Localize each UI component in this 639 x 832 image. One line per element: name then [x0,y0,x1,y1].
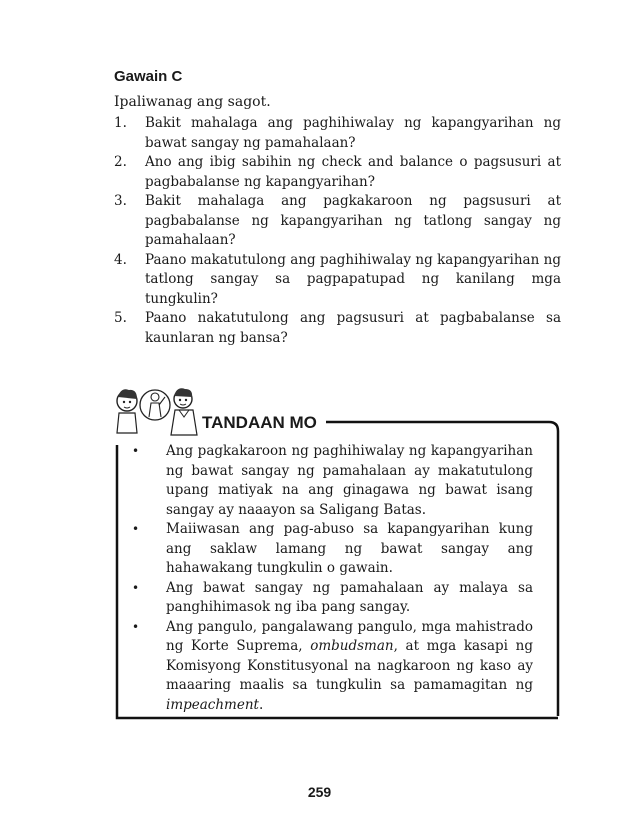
bullet-item [130,618,533,716]
activity-heading: Gawain C [114,68,183,85]
bullet-item [130,442,533,520]
bullet-text: Maiiwasan ang pag-abuso sa kapangyarihan kung ang saklaw lamang ng bawat sangay ang hahawakang tungkulin o gawain. [166,521,533,576]
question-text: Paano makatutulong ang paghihiwalay ng kapangyarihan ng tatlong sangay sa pagpapatupad ng kanilang mga tungkulin? [145,251,561,307]
remember-bullet-list [130,442,533,715]
activity-instruction: Ipaliwanag ang sagot. [114,94,271,110]
bullet-text-part: , at mga kasapi ng Komisyong Konstitusyonal na nagkaroon ng kaso ay maaaring maalis sa tungkulin sa pamamagitan ng [166,638,533,693]
question-list [114,114,561,348]
bullet-text-part: . [258,696,264,713]
bullet-item [130,520,533,579]
ombudsman-term: ombudsman [310,638,394,654]
question-number: 5. [114,310,127,326]
bullet-icon: • [132,619,140,634]
bullet-text [166,619,533,713]
question-item [114,251,561,310]
question-text: Bakit mahalaga ang paghihiwalay ng kapangyarihan ng bawat sangay ng pamahalaan? [145,115,561,151]
question-text: Bakit mahalaga ang pagkakaroon ng pagsusuri at pagbabalanse ng kapangyarihan ng tatlong sangay ng pamahalaan? [145,193,561,248]
question-number: 4. [114,251,127,268]
bullet-icon: • [132,444,140,458]
children-illustration-icon [113,383,203,439]
question-number: 3. [114,193,127,209]
question-text: Paano nakatutulong ang pagsusuri at pagbabalanse sa kaunlaran ng bansa? [145,310,561,346]
question-item [114,114,561,153]
question-number: 2. [114,154,127,170]
remember-box [113,383,561,720]
question-text: Ano ang ibig sabihin ng check and balance o pagsusuri at pagbabalanse ng kapangyarihan? [145,154,561,190]
page-number: 259 [307,784,332,800]
bullet-text: Ang pagkakaroon ng paghihiwalay ng kapangyarihan ng bawat sangay ng pamahalaan ay makatutulong upang matiyak na ang ginagawa ng bawat isang sangay ay naaayon sa Saligang Batas. [166,443,533,518]
question-item [114,153,561,192]
bullet-text: Ang bawat sangay ng pamahalaan ay malaya sa panghihimasok ng iba pang sangay. [166,579,533,615]
bullet-text-part: Ang pangulo, pangalawang pangulo, mga mahistrado ng Korte Suprema, [166,618,533,654]
bullet-icon: • [132,522,140,536]
bullet-icon: • [132,580,140,595]
impeachment-term: impeachment [166,696,259,713]
remember-title: TANDAAN MO [202,413,317,432]
bullet-item [130,579,533,618]
question-number: 1. [114,115,127,131]
question-item [114,309,561,348]
question-item [114,192,561,251]
